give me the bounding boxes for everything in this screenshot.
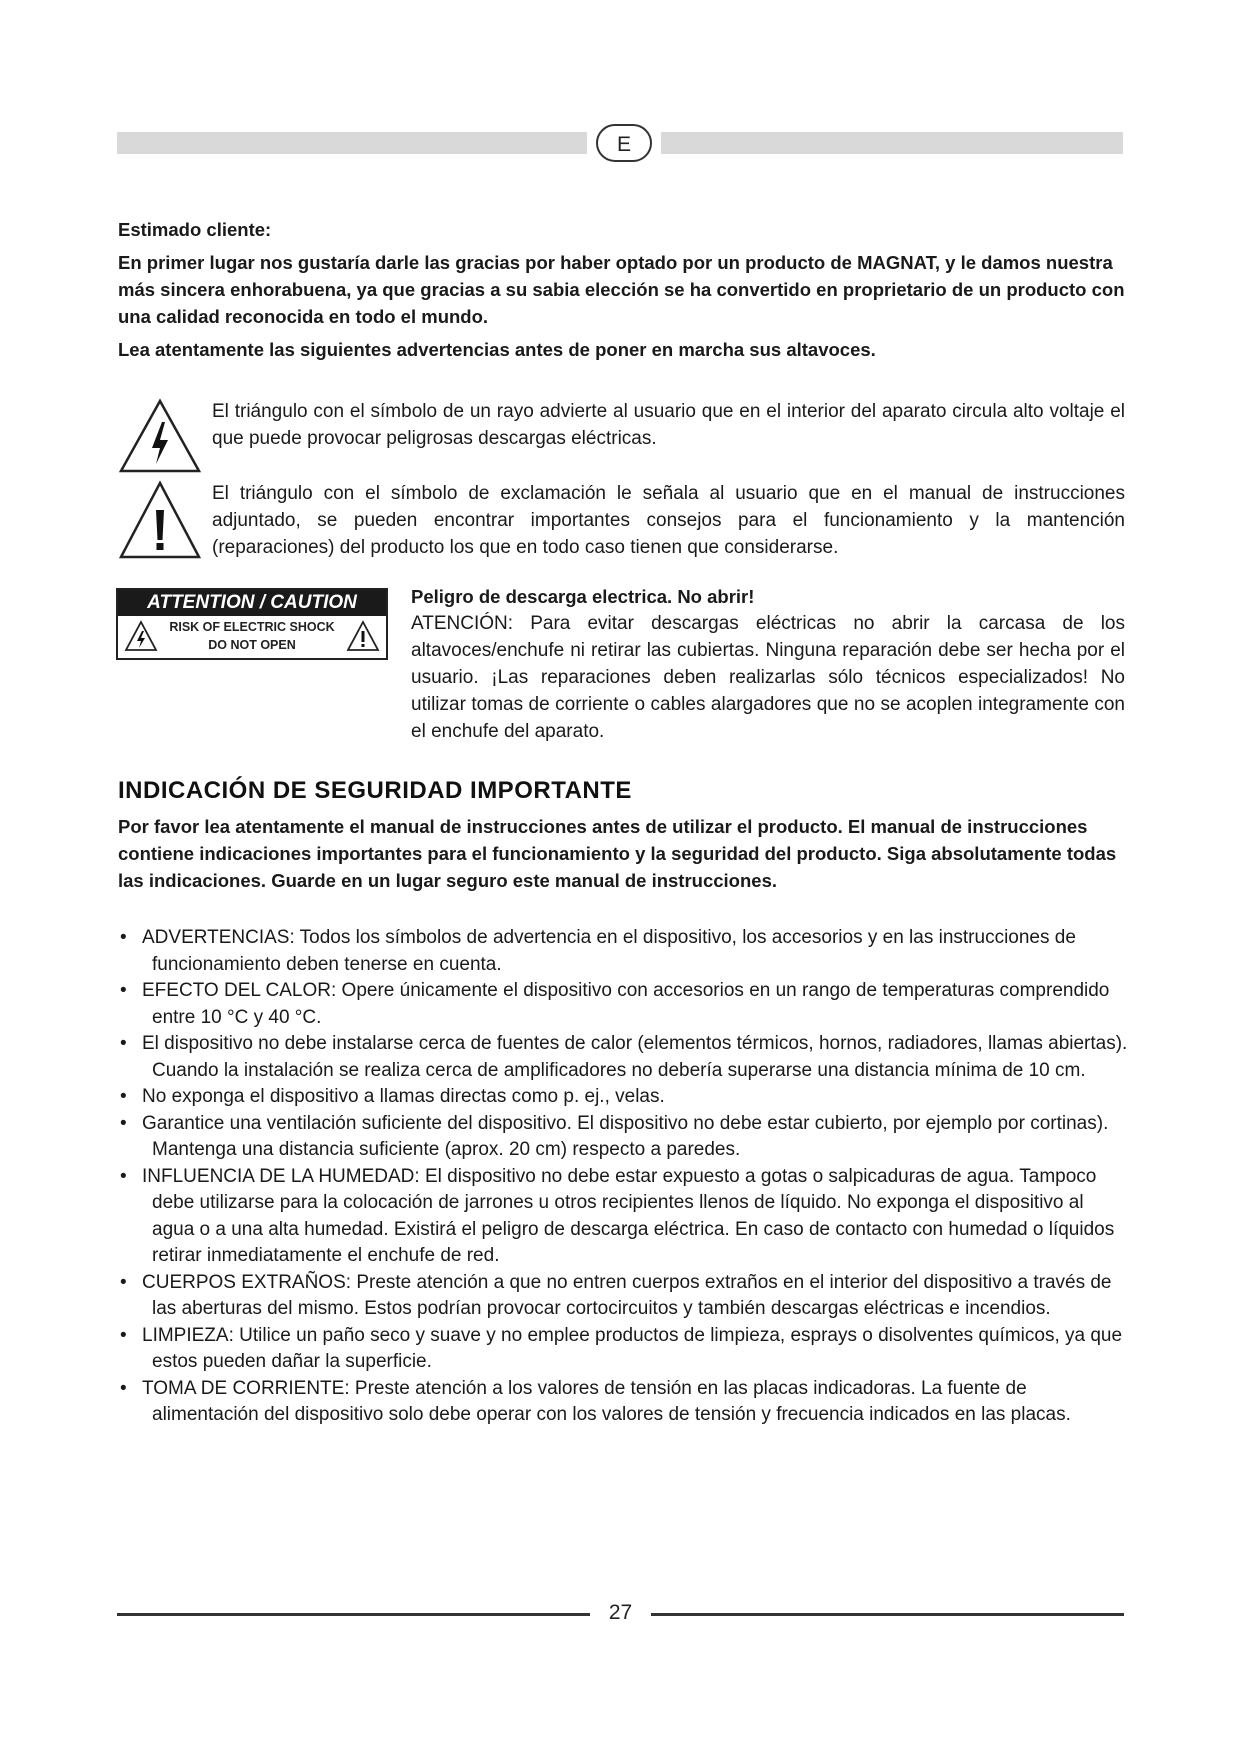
section-title: INDICACIÓN DE SEGURIDAD IMPORTANTE: [118, 777, 632, 804]
intro-paragraph: En primer lugar nos gustaría darle las gracias por haber optado por un producto de MAGNAT, y le damos nuestra más sincera enhorabuena, ya que gracias a su sabia elección se ha convertido en proprietario de un producto con una calidad reconocida en todo el mundo.: [118, 252, 1125, 327]
caution-label-title: ATTENTION / CAUTION: [118, 590, 386, 616]
list-item: • No exponga el dispositivo a llamas directas como p. ej., velas.: [120, 1086, 665, 1107]
language-badge: E: [596, 124, 652, 162]
list-item: • LIMPIEZA: Utilice un paño seco y suave y no emplee productos de limpieza, esprays o disolventes químicos, ya que estos pueden dañar la superficie.: [120, 1324, 1123, 1372]
exclamation-warning-icon: [118, 480, 202, 560]
section-intro: Por favor lea atentamente el manual de instrucciones antes de utilizar el producto. El manual de instrucciones contiene indicaciones importantes para el funcionamiento y la seguridad del producto. Siga absolutamente todas las indicaciones. Guarde en un lugar seguro este manual de instrucciones.: [118, 816, 1117, 891]
caution-body: ATENCIÓN: Para evitar descargas eléctricas no abrir la carcasa de los altavoces/enchufe ni retirar las cubiertas. Ninguna reparación debe ser hecha por el usuario. ¡Las reparaciones deben realizarlas sólo técnicos especializados! No utilizar tomas de corriente o cables alargadores que no se acoplen integramente con el enchufe del aparato.: [411, 613, 1125, 742]
caution-label: [116, 588, 388, 660]
caution-label-line2: DO NOT OPEN: [208, 638, 296, 652]
page-number: 27: [608, 1601, 633, 1624]
caution-title: Peligro de descarga electrica. No abrir!: [411, 586, 755, 607]
header-bar-right: [661, 132, 1123, 154]
list-item: • El dispositivo no debe instalarse cerca de fuentes de calor (elementos térmicos, hornos, radiadores, llamas abiertas). Cuando la instalación se realiza cerca de amplificadores no debería superarse una distancia mínima de 10 cm.: [120, 1033, 1128, 1081]
footer-rule-right: [651, 1613, 1124, 1616]
warning-lightning-text: El triángulo con el símbolo de un rayo advierte al usuario que en el interior del aparato circula alto voltaje el que puede provocar peligrosas descargas eléctricas.: [212, 401, 1125, 449]
safety-bullet-list: [118, 925, 1128, 1429]
list-item: • ADVERTENCIAS: Todos los símbolos de advertencia en el dispositivo, los accesorios y en las instrucciones de funcionamiento deben tenerse en cuenta.: [120, 927, 1076, 975]
list-item: • EFECTO DEL CALOR: Opere únicamente el dispositivo con accesorios en un rango de temperaturas comprendido entre 10 °C y 40 °C.: [120, 980, 1110, 1028]
list-item: • INFLUENCIA DE LA HUMEDAD: El dispositivo no debe estar expuesto a gotas o salpicaduras de agua. Tampoco debe utilizarse para la colocación de jarrones u otros recipientes llenos de líquido. No exponga el dispositivo al agua o a una alta humedad. Existirá el peligro de descarga eléctrica. En caso de contacto con humedad o líquidos retirar inmediatamente el enchufe de red.: [120, 1165, 1115, 1266]
list-item: • Garantice una ventilación suficiente del dispositivo. El dispositivo no debe estar cubierto, por ejemplo por cortinas). Mantenga una distancia suficiente (aprox. 20 cm) respecto a paredes.: [120, 1112, 1109, 1160]
greeting: Estimado cliente:: [118, 219, 272, 240]
caution-description: [411, 583, 1125, 745]
lead-paragraph: Lea atentamente las siguientes advertencias antes de poner en marcha sus altavoces.: [118, 339, 876, 360]
warning-exclamation: [118, 480, 1125, 580]
list-item: • CUERPOS EXTRAÑOS: Preste atención a que no entren cuerpos extraños en el interior del dispositivo a través de las aberturas del mismo. Estos podrían provocar cortocircuitos y también descargas eléctricas e incendios.: [120, 1271, 1112, 1319]
footer-rule-left: [117, 1613, 590, 1616]
warning-exclamation-text: El triángulo con el símbolo de exclamación le señala al usuario que en el manual de instrucciones adjuntado, se pueden encontrar importantes consejos para el funcionamiento y la mantención (reparaciones) del producto los que en todo caso tienen que considerarse.: [212, 483, 1125, 558]
caution-label-line1: RISK OF ELECTRIC SHOCK: [169, 620, 335, 634]
header-bar-left: [117, 132, 587, 154]
lightning-warning-icon: [118, 398, 202, 474]
caution-exclamation-icon: [346, 620, 380, 652]
list-item: • TOMA DE CORRIENTE: Preste atención a los valores de tensión en las placas indicadoras. La fuente de alimentación del dispositivo solo debe operar con los valores de tensión y frecuencia indicados en las placas.: [120, 1377, 1071, 1425]
warning-lightning: [118, 398, 1125, 476]
